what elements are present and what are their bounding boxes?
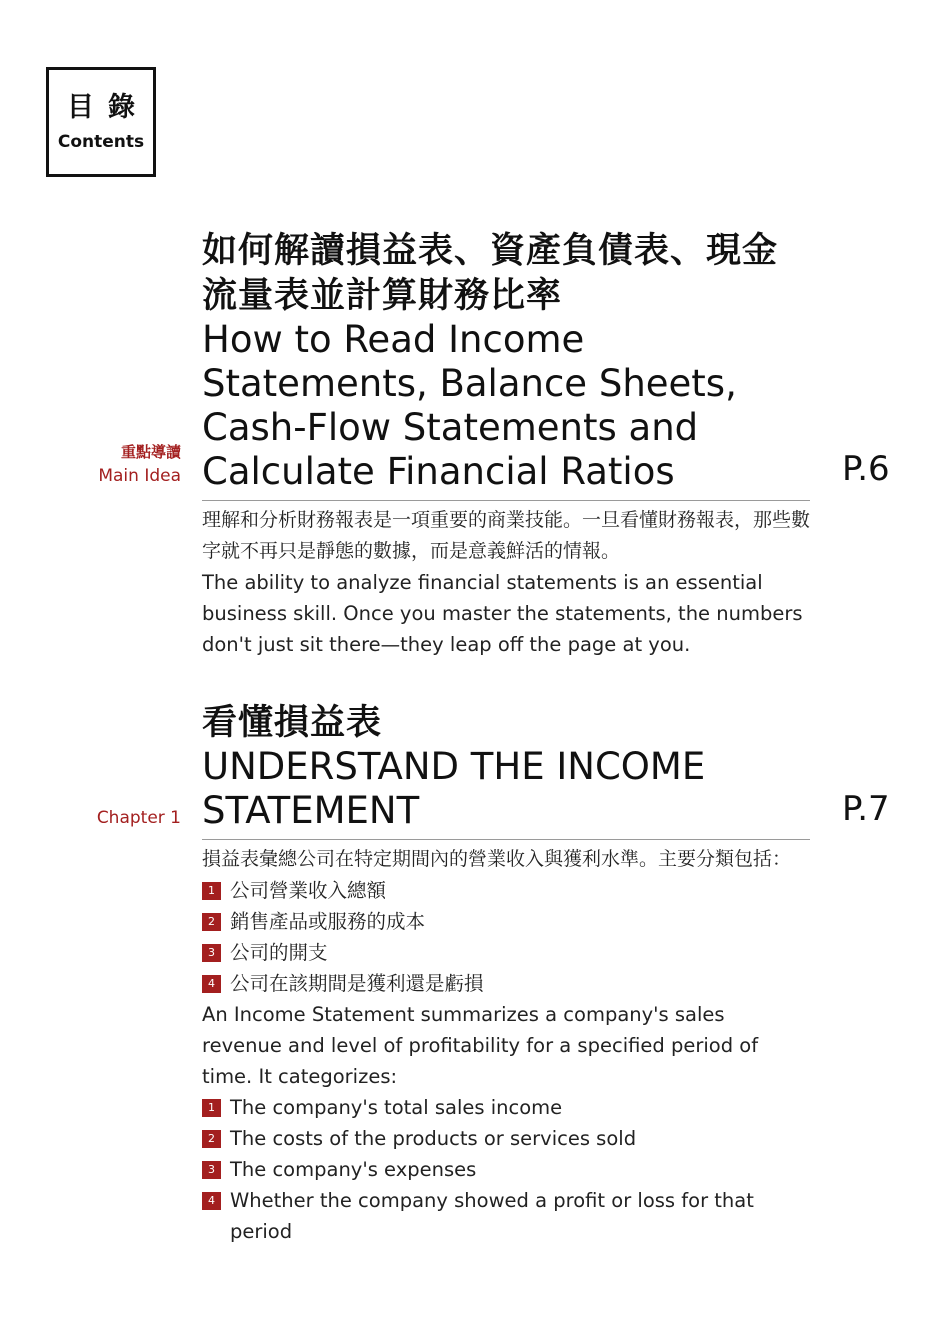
section-title[interactable] (202, 700, 810, 833)
section-title[interactable] (202, 228, 810, 494)
section-body-zh: 理解和分析財務報表是一項重要的商業技能。一旦看懂財務報表，那些數字就不再只是靜態的數據，而是意義鮮活的情報。 (202, 509, 811, 562)
section-chapter-1 (202, 700, 810, 1247)
side-label-en: Chapter 1 (96, 808, 181, 828)
list-item-text: 公司的開支 (230, 941, 328, 964)
list-item-text: The company's total sales income (230, 1096, 563, 1119)
list-item (202, 1185, 810, 1247)
section-title-en: How to Read Income Statements, Balance Sheets, Cash-Flow Statements and Calculate Financial Ratios (202, 318, 737, 493)
list-item (202, 1092, 810, 1123)
page-number-main-idea[interactable]: P.6 (842, 449, 890, 489)
numbered-list-zh (202, 875, 810, 999)
side-label-en: Main Idea (98, 466, 181, 486)
section-main-idea (202, 228, 810, 660)
list-item (202, 906, 810, 937)
list-item-text: The company's expenses (230, 1158, 477, 1181)
list-number-badge: 1 (202, 882, 221, 900)
list-number-badge: 3 (202, 1161, 221, 1179)
list-number-badge: 3 (202, 944, 221, 962)
list-item-text: Whether the company showed a profit or loss for that period (230, 1189, 754, 1243)
list-item (202, 1123, 810, 1154)
list-item (202, 937, 810, 968)
section-body-en: The ability to analyze financial statements is an essential business skill. Once you master the statements, the numbers don't just sit there—they leap off the page at you. (202, 571, 803, 656)
list-number-badge: 4 (202, 975, 221, 993)
divider (202, 839, 810, 840)
list-number-badge: 2 (202, 913, 221, 931)
list-number-badge: 2 (202, 1130, 221, 1148)
numbered-list-en (202, 1092, 810, 1247)
list-item-text: 公司營業收入總額 (230, 879, 387, 902)
list-number-badge: 1 (202, 1099, 221, 1117)
contents-title-en: Contents (57, 132, 145, 152)
section-body-zh: 損益表彙總公司在特定期間內的營業收入與獲利水準。主要分類包括： (202, 848, 792, 870)
list-item-text: 公司在該期間是獲利還是虧損 (230, 972, 484, 995)
section-body-en: An Income Statement summarizes a company's sales revenue and level of profitability for a specified period of time. It categorizes: (202, 1003, 759, 1088)
list-item (202, 875, 810, 906)
section-label-main-idea (98, 440, 181, 488)
list-item-text: The costs of the products or services sold (230, 1127, 637, 1150)
list-item-text: 銷售產品或服務的成本 (230, 910, 426, 933)
section-title-zh: 看懂損益表 (202, 703, 383, 743)
side-label-zh: 重點導讀 (120, 443, 181, 461)
section-title-en: UNDERSTAND THE INCOME STATEMENT (202, 745, 706, 832)
contents-box (46, 67, 156, 177)
section-title-zh: 如何解讀損益表、資產負債表、現金流量表並計算財務比率 (202, 231, 779, 316)
list-item (202, 1154, 810, 1185)
list-item (202, 968, 810, 999)
page-number-chapter-1[interactable]: P.7 (842, 789, 890, 829)
divider (202, 500, 810, 501)
contents-title-zh: 目錄 (67, 92, 149, 123)
section-label-chapter-1 (97, 806, 181, 830)
list-number-badge: 4 (202, 1192, 221, 1210)
